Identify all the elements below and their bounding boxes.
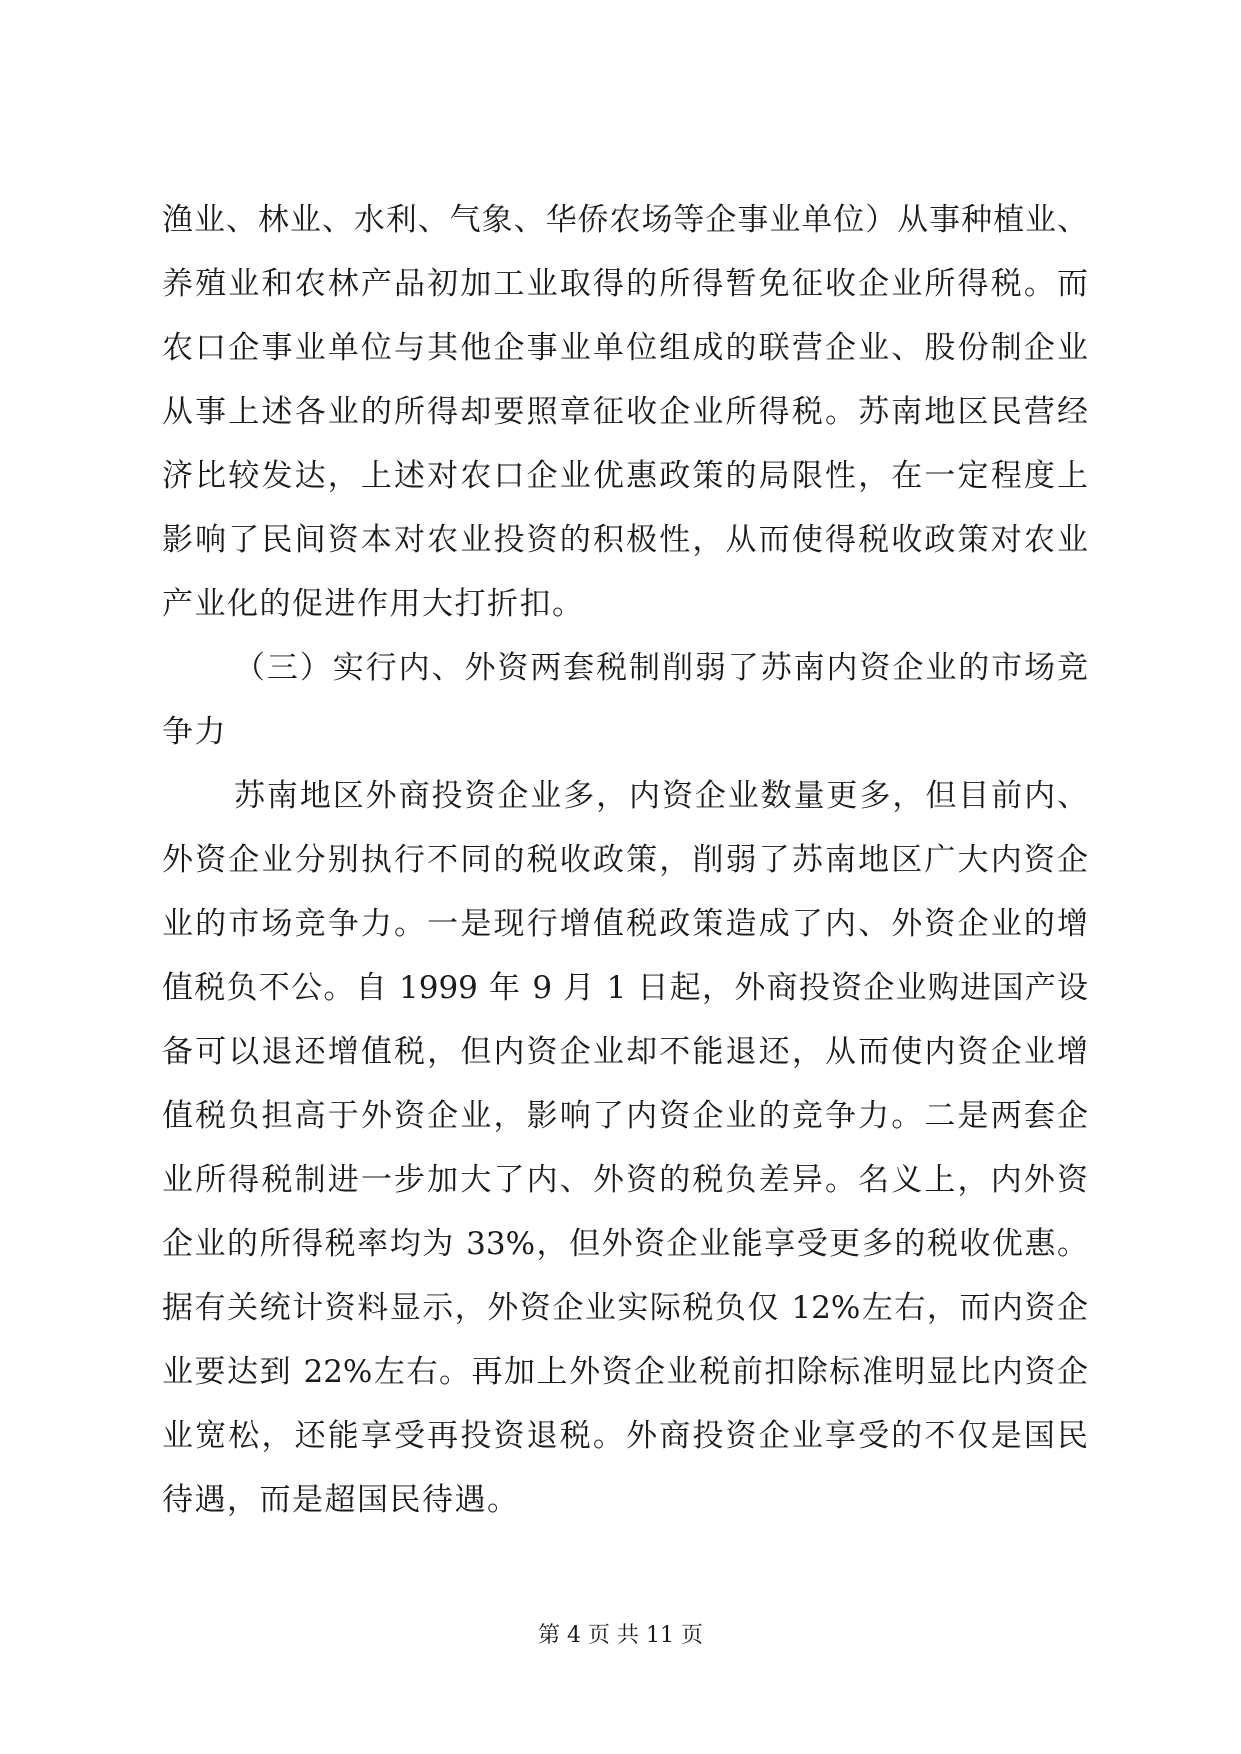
paragraph-continuation <box>162 188 1088 636</box>
text-line: 农口企事业单位与其他企事业单位组成的联营企业、股份制企业 <box>162 330 1088 366</box>
text-line: 业要达到 22%左右。再加上外资企业税前扣除标准明显比内资企 <box>162 1354 1088 1390</box>
text-line: 业的市场竞争力。一是现行增值税政策造成了内、外资企业的增 <box>162 906 1088 942</box>
text-line: 产业化的促进作用大打折扣。 <box>162 586 585 622</box>
paragraph <box>162 764 1088 1532</box>
heading-line: 争力 <box>162 714 227 750</box>
text-line: 济比较发达，上述对农口企业优惠政策的局限性，在一定程度上 <box>162 458 1088 494</box>
document-body <box>162 188 1088 1532</box>
text-line: 业所得税制进一步加大了内、外资的税负差异。名义上，内外资 <box>162 1162 1088 1198</box>
text-line: 养殖业和农林产品初加工业取得的所得暂免征收企业所得税。而 <box>162 266 1088 302</box>
text-line: 从事上述各业的所得却要照章征收企业所得税。苏南地区民营经 <box>162 394 1088 430</box>
section-heading <box>162 636 1088 764</box>
text-line: 业宽松，还能享受再投资退税。外商投资企业享受的不仅是国民 <box>162 1418 1088 1454</box>
heading-line: （三）实行内、外资两套税制削弱了苏南内资企业的市场竞 <box>234 650 1088 686</box>
text-line: 据有关统计资料显示，外资企业实际税负仅 12%左右，而内资企 <box>162 1290 1088 1326</box>
text-line: 备可以退还增值税，但内资企业却不能退还，从而使内资企业增 <box>162 1034 1088 1070</box>
text-line: 影响了民间资本对农业投资的积极性，从而使得税收政策对农业 <box>162 522 1088 558</box>
text-line: 外资企业分别执行不同的税收政策，削弱了苏南地区广大内资企 <box>162 842 1088 878</box>
text-line: 苏南地区外商投资企业多，内资企业数量更多，但目前内、 <box>234 778 1088 814</box>
text-line: 企业的所得税率均为 33%，但外资企业能享受更多的税收优惠。 <box>162 1226 1088 1262</box>
text-line: 渔业、林业、水利、气象、华侨农场等企事业单位）从事种植业、 <box>162 202 1088 238</box>
text-line: 值税负担高于外资企业，影响了内资企业的竞争力。二是两套企 <box>162 1098 1088 1134</box>
text-line: 值税负不公。自 1999 年 9 月 1 日起，外商投资企业购进国产设 <box>162 970 1088 1006</box>
text-line: 待遇，而是超国民待遇。 <box>162 1482 520 1518</box>
page-number: 第 4 页 共 11 页 <box>538 1623 703 1648</box>
